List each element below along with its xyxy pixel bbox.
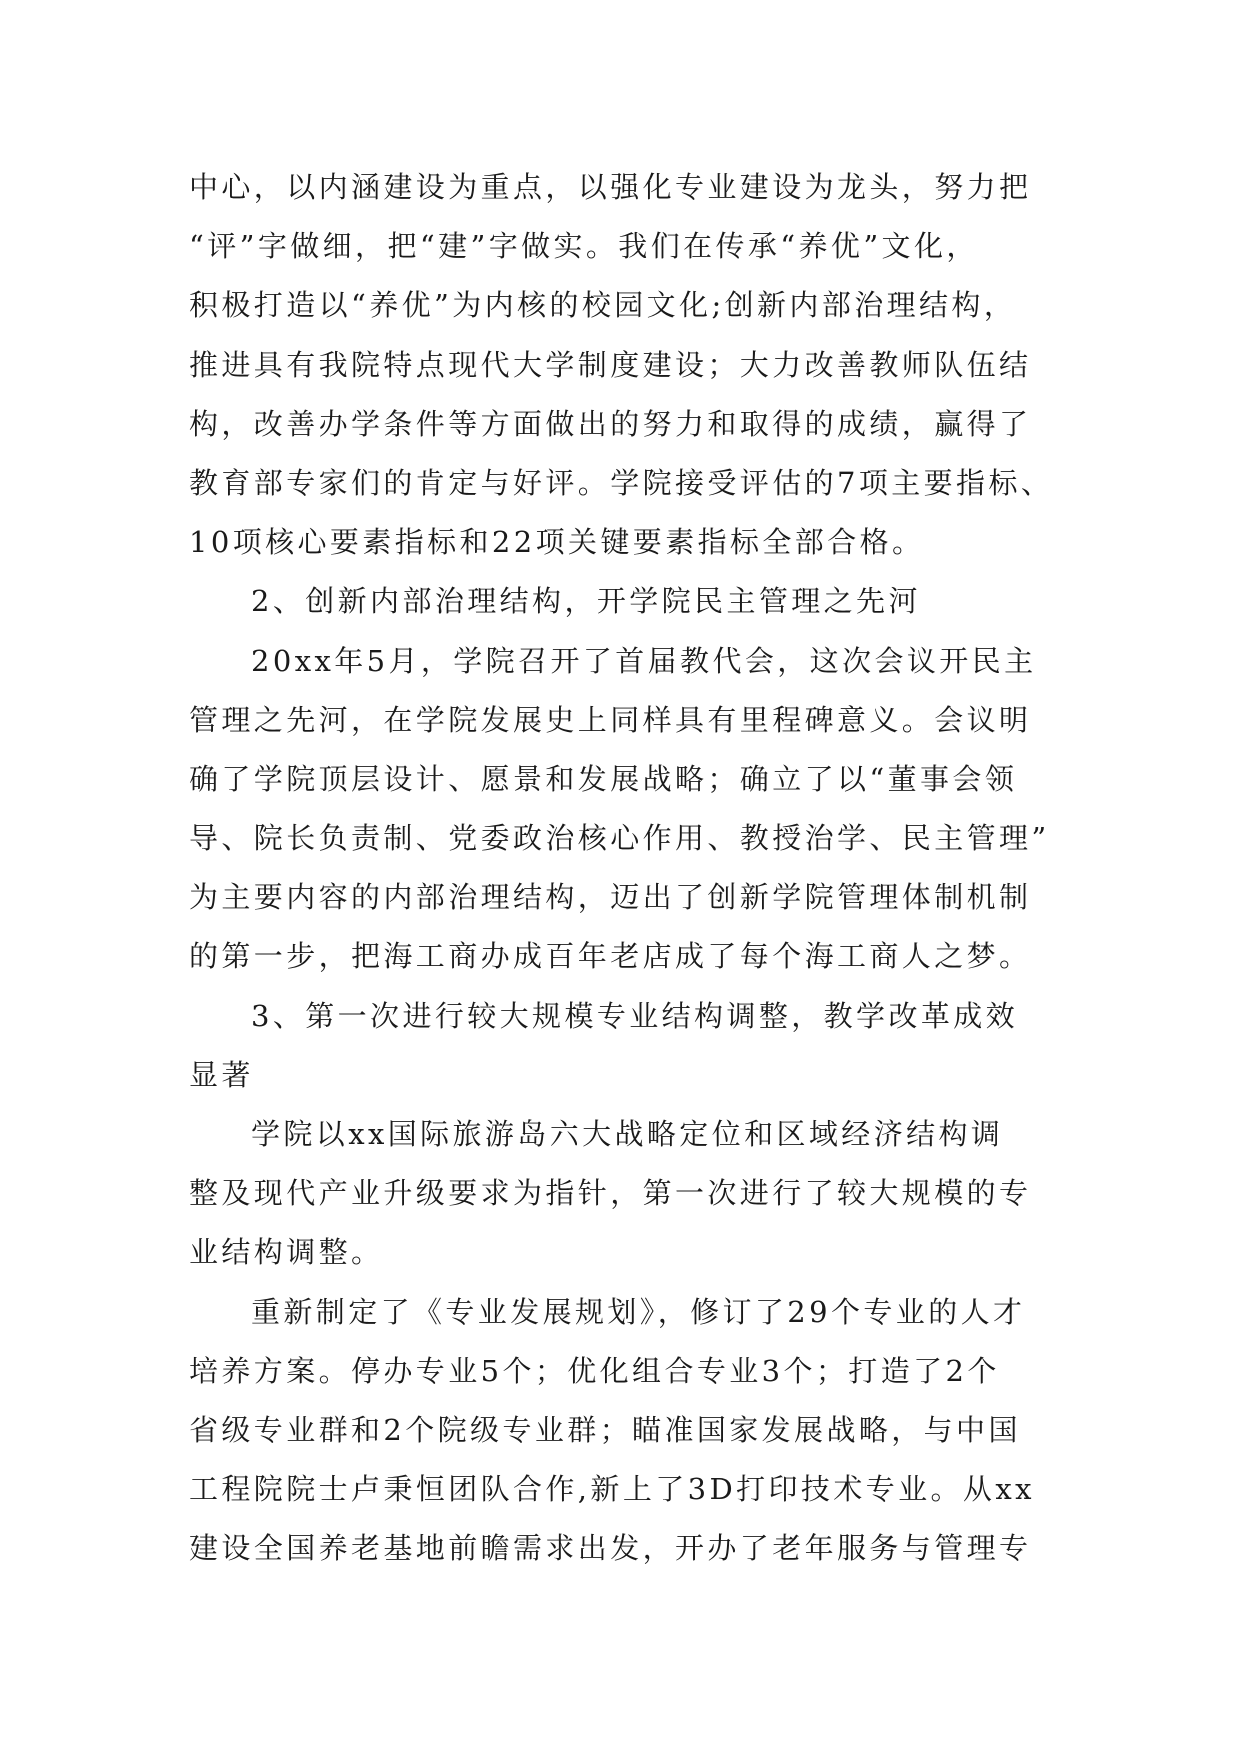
text-line: 确了学院顶层设计、愿景和发展战略；确立了以“董事会领 xyxy=(189,761,1018,796)
text-line: 2、创新内部治理结构，开学院民主管理之先河 xyxy=(251,584,921,619)
text-line: 省级专业群和2个院级专业群；瞄准国家发展战略，与中国 xyxy=(189,1412,1021,1447)
text-line: 为主要内容的内部治理结构，迈出了创新学院管理体制机制 xyxy=(189,880,1032,915)
text-line: “评”字做细，把“建”字做实。我们在传承“养优”文化， xyxy=(189,229,979,264)
text-line: 20xx年5月，学院召开了首届教代会，这次会议开民主 xyxy=(251,643,1037,678)
document-body xyxy=(189,158,1089,1579)
text-line: 建设全国养老基地前瞻需求出发，开办了老年服务与管理专 xyxy=(189,1531,1032,1566)
text-line: 业结构调整。 xyxy=(189,1235,384,1270)
text-line: 10项核心要素指标和22项关键要素指标全部合格。 xyxy=(189,525,925,560)
text-line: 学院以xx国际旅游岛六大战略定位和区域经济结构调 xyxy=(251,1117,1004,1151)
text-line: 的第一步，把海工商办成百年老店成了每个海工商人之梦。 xyxy=(189,939,1032,974)
text-line: 3、第一次进行较大规模专业结构调整，教学改革成效 xyxy=(251,998,1019,1033)
text-line: 整及现代产业升级要求为指针，第一次进行了较大规模的专 xyxy=(189,1176,1032,1211)
text-line: 显著 xyxy=(189,1057,254,1092)
text-line: 培养方案。停办专业5个；优化组合专业3个；打造了2个 xyxy=(189,1353,1000,1388)
text-line: 中心，以内涵建设为重点，以强化专业建设为龙头，努力把 xyxy=(189,170,1032,204)
text-line: 构，改善办学条件等方面做出的努力和取得的成绩，赢得了 xyxy=(189,406,1032,441)
text-line: 导、院长负责制、党委政治核心作用、教授治学、民主管理” xyxy=(189,821,1050,856)
text-line: 教育部专家们的肯定与好评。学院接受评估的7项主要指标、 xyxy=(189,465,1054,500)
text-line: 工程院院士卢秉恒团队合作,新上了3D打印技术专业。从xx xyxy=(189,1472,1035,1507)
text-line: 重新制定了《专业发展规划》，修订了29个专业的人才 xyxy=(251,1294,1026,1329)
text-line: 管理之先河，在学院发展史上同样具有里程碑意义。会议明 xyxy=(189,702,1032,737)
text-line: 推进具有我院特点现代大学制度建设；大力改善教师队伍结 xyxy=(189,347,1032,382)
text-line: 积极打造以“养优”为内核的校园文化;创新内部治理结构， xyxy=(189,288,1017,323)
